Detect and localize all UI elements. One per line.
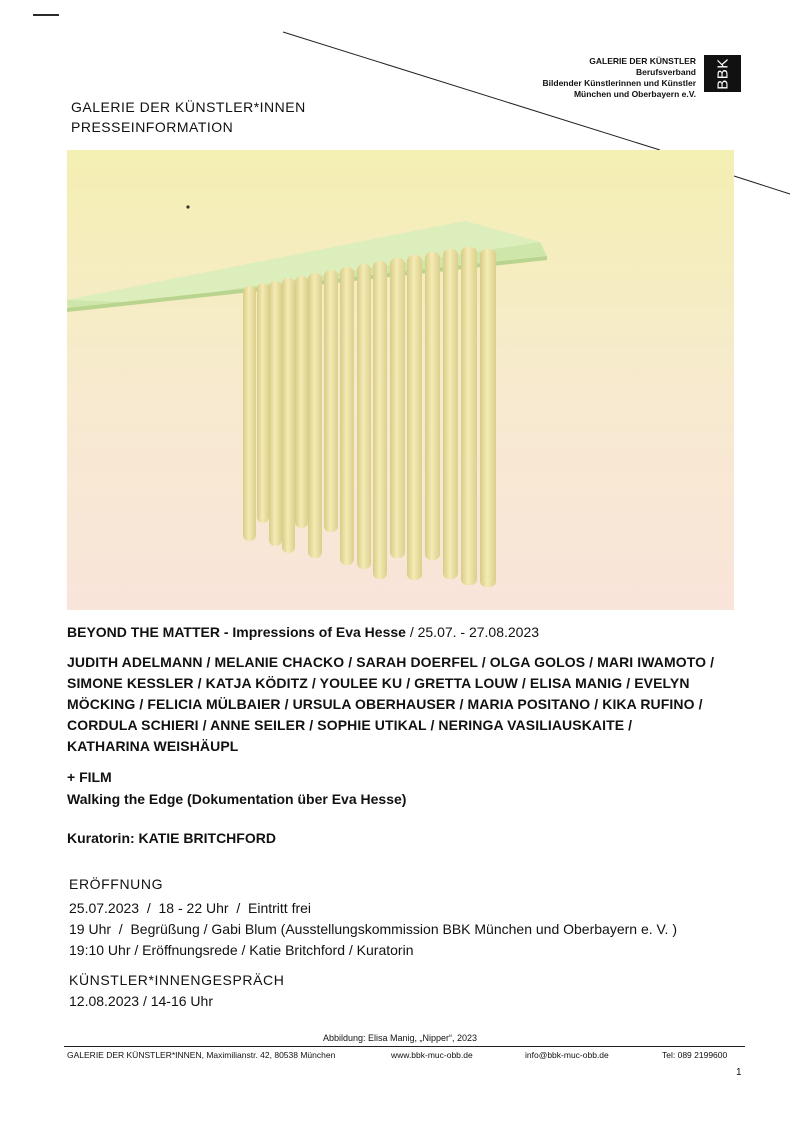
talk-heading: KÜNSTLER*INNENGESPRÄCH [69, 972, 285, 988]
document-type: PRESSEINFORMATION [71, 119, 234, 135]
footer-website[interactable]: www.bbk-muc-obb.de [391, 1050, 473, 1060]
bbk-line-3: Bildender Künstlerinnen und Künstler [542, 78, 696, 88]
curator: Kuratorin: KATIE BRITCHFORD [67, 830, 276, 846]
bbk-line-4: München und Oberbayern e.V. [573, 89, 696, 99]
film-label: + FILM [67, 769, 112, 785]
bbk-line-2: Berufsverband [636, 67, 696, 77]
footer-address: GALERIE DER KÜNSTLER*INNEN, Maximilianstr. 42, 80538 München [67, 1050, 336, 1060]
gallery-name: GALERIE DER KÜNSTLER*INNEN [71, 99, 306, 115]
opening-line-speech: 19:10 Uhr / Eröffnungsrede / Katie Britchford / Kuratorin [69, 942, 414, 958]
bbk-logo-text: BBK [714, 57, 731, 90]
opening-line-welcome: 19 Uhr / Begrüßung / Gabi Blum (Ausstellungskommission BBK München und Oberbayern e. V. ) [69, 921, 678, 937]
footer-phone: Tel: 089 2199600 [662, 1050, 728, 1060]
exhibition-title-line [67, 622, 539, 642]
title-separator: / [405, 624, 418, 640]
bbk-address-block [543, 56, 696, 100]
bbk-line-1: GALERIE DER KÜNSTLER [589, 56, 696, 66]
footer-divider [64, 1046, 745, 1047]
page-number: 1 [736, 1067, 742, 1078]
footer-email[interactable]: info@bbk-muc-obb.de [525, 1050, 609, 1060]
opening-heading: ERÖFFNUNG [69, 876, 164, 892]
image-caption: Abbildung: Elisa Manig, „Nipper“, 2023 [322, 1033, 478, 1043]
exhibition-title: BEYOND THE MATTER - Impressions of Eva Hesse [67, 624, 406, 640]
bbk-logo [704, 55, 741, 92]
exhibition-dates: 25.07. - 27.08.2023 [417, 624, 540, 640]
film-title: Walking the Edge (Dokumentation über Eva Hesse) [67, 791, 407, 807]
talk-date: 12.08.2023 / 14-16 Uhr [69, 993, 213, 1009]
artist-list: JUDITH ADELMANN / MELANIE CHACKO / SARAH DOERFEL / OLGA GOLOS / MARI IWAMOTO / SIMONE KESSLER / KATJA KÖDITZ / YOULEE KU / GRETTA LOUW / ELISA MANIG / EVELYN MÖCKING / FELICIA MÜLBAIER / URSULA OBERHAUSER / MARIA POSITANO / KIKA RUFINO / CORDULA SCHIERI / ANNE SEILER / SOPHIE UTIKAL / NERINGA VASILIAUSKAITE / KATHARINA WEISHÄUPL [67, 654, 715, 754]
opening-line-date: 25.07.2023 / 18 - 22 Uhr / Eintritt frei [69, 900, 312, 916]
artwork-photo [67, 150, 734, 610]
